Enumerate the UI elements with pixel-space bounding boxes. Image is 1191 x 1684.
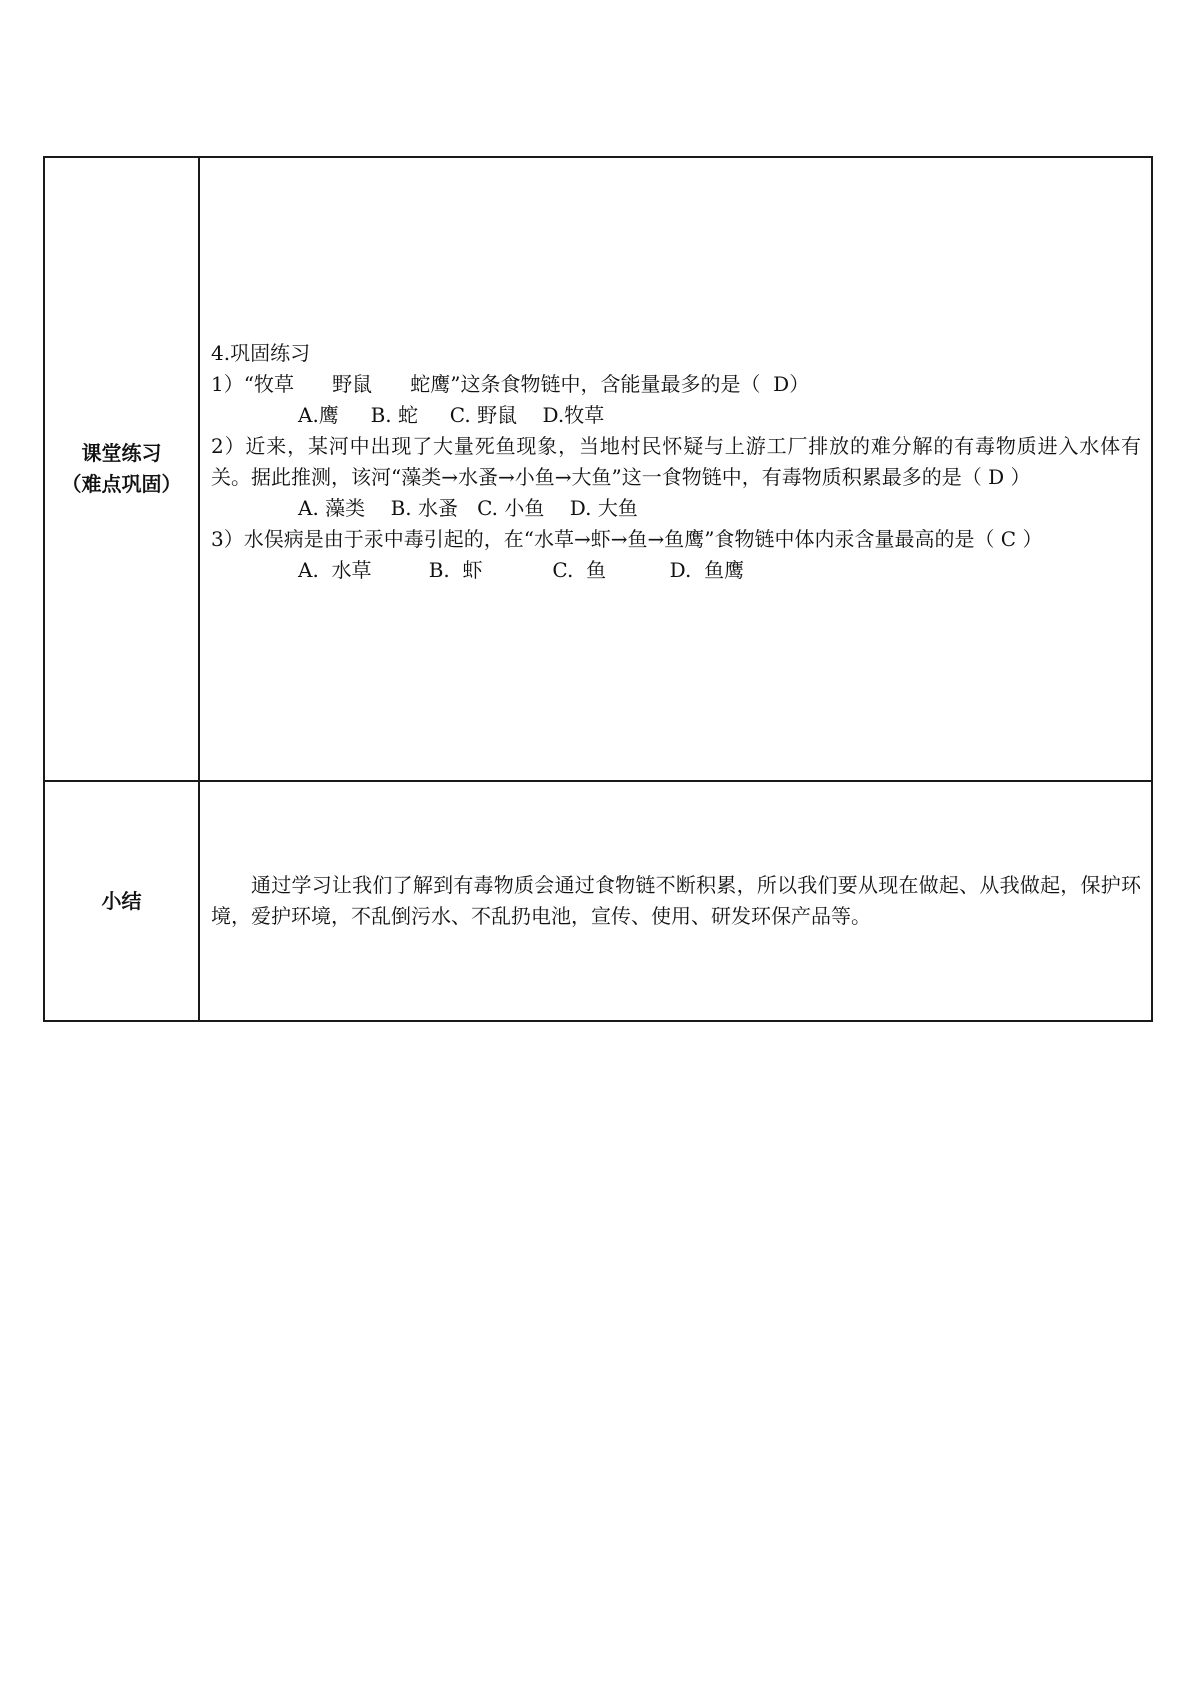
question-3-options: A. 水草 B. 虾 C. 鱼 D. 鱼鹰 [298,557,745,582]
summary-content-cell [199,781,1152,1021]
practice-content [211,193,1141,746]
question-1-stem: 1）“牧草 野鼠 蛇鹰”这条食物链中，含能量最多的是（ D） [211,371,810,396]
practice-row [44,157,1152,781]
summary-label: 小结 [101,888,142,913]
practice-content-cell [199,157,1152,781]
question-2-stem: 2）近来，某河中出现了大量死鱼现象，当地村民怀疑与上游工厂排放的难分解的有毒物质进入水体有关。据此推测，该河“藻类→水蚤→小鱼→大鱼”这一食物链中，有毒物质积累最多的是（ D ） [211,433,1141,489]
practice-label: 课堂练习 [81,441,162,465]
summary-row [44,781,1152,1021]
practice-label-cell [44,157,199,781]
question-1-options: A.鹰 B. 蛇 C. 野鼠 D.牧草 [298,402,605,427]
practice-sublabel: （难点巩固） [61,472,182,496]
summary-text: 通过学习让我们了解到有毒物质会通过食物链不断积累，所以我们要从现在做起、从我做起，保护环境，爱护环境，不乱倒污水、不乱扔电池，宣传、使用、研发环保产品等。 [211,873,1141,928]
summary-label-cell [44,781,199,1021]
lesson-table [43,156,1153,1022]
question-2-options: A. 藻类 B. 水蚤 C. 小鱼 D. 大鱼 [298,495,638,520]
exercise-heading: 4.巩固练习 [211,340,311,365]
question-3-stem: 3）水俣病是由于汞中毒引起的，在“水草→虾→鱼→鱼鹰”食物链中体内汞含量最高的是（ C ） [211,526,1043,551]
